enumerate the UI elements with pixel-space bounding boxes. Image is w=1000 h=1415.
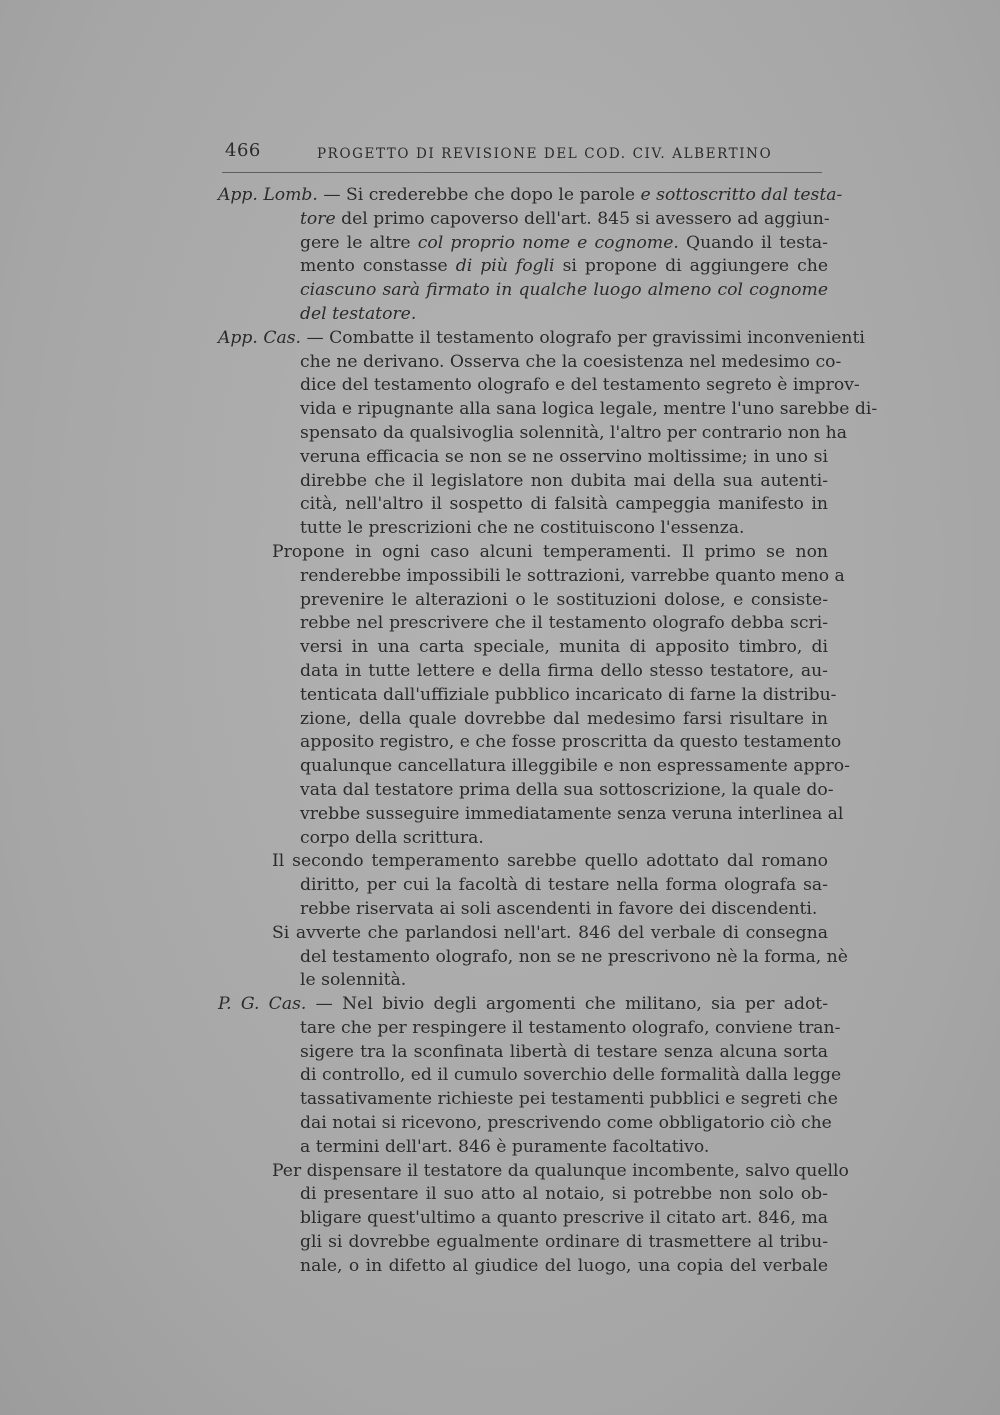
text-line: gli si dovrebbe egualmente ordinare di trasmettere al tribu- [300, 1232, 828, 1253]
paragraph-avvertenza [218, 922, 848, 993]
text-line: mento constasse di più fogli si propone di aggiungere che [300, 256, 829, 277]
text-line: tore del primo capoverso dell'art. 845 si avessero ad aggiun- [300, 208, 830, 229]
text-line: renderebbe impossibili le sottrazioni, varrebbe quanto meno a [300, 565, 845, 586]
paragraph-temperamenti [218, 541, 850, 850]
text-line: App. Lomb. — Si crederebbe che dopo le parole e sottoscritto dal testa- [218, 185, 843, 205]
running-title: PROGETTO DI REVISIONE DEL COD. CIV. ALBERTINO [317, 146, 773, 162]
text-line: prevenire le alterazioni o le sostituzioni dolose, e consiste- [300, 589, 828, 610]
text-line: veruna efficacia se non se ne osservino moltissime; in uno si [300, 446, 828, 467]
entry-source-tag: App. Lomb. [218, 185, 318, 205]
text-line: di presentare il suo atto al notaio, si potrebbe non solo ob- [300, 1184, 828, 1205]
text-line: diritto, per cui la facoltà di testare nella forma olografa sa- [300, 875, 828, 896]
text-line: dice del testamento olografo e del testamento segreto è improv- [300, 375, 860, 396]
entry-app-lomb [218, 184, 843, 327]
text-line: spensato da qualsivoglia solennità, l'altro per contrario non ha [300, 422, 847, 443]
text-line: tutte le prescrizioni che ne costituiscono l'essenza. [300, 518, 745, 539]
text-line: data in tutte lettere e della firma dello stesso testatore, au- [300, 660, 828, 681]
text-line: P. G. Cas. — Nel bivio degli argomenti che militano, sia per adot- [218, 994, 829, 1015]
text-line: direbbe che il legislatore non dubita mai della sua autenti- [300, 470, 828, 491]
header-rule [222, 172, 822, 173]
text-line: versi in una carta speciale, munita di apposito timbro, di [300, 637, 828, 658]
text-line: bligare quest'ultimo a quanto prescrive il citato art. 846, ma [300, 1208, 828, 1229]
page-header [222, 138, 822, 178]
text-line: Propone in ogni caso alcuni temperamenti. Il primo se non [272, 541, 828, 562]
entry-source-tag: App. Cas. [218, 327, 302, 348]
text-line: Il secondo temperamento sarebbe quello adottato dal romano [272, 851, 828, 872]
entry-source-tag: P. G. Cas. [218, 994, 307, 1015]
text-line: a termini dell'art. 846 è puramente facoltativo. [300, 1136, 710, 1157]
text-line: corpo della scrittura. [300, 827, 484, 848]
text-line: cità, nell'altro il sospetto di falsità campeggia manifesto in [300, 494, 828, 515]
text-line: App. Cas. — Combatte il testamento olografo per gravissimi inconvenienti [218, 327, 865, 348]
entry-app-cas [218, 327, 878, 541]
text-line: Per dispensare il testatore da qualunque incombente, salvo quello [272, 1160, 849, 1181]
body-text [218, 184, 878, 1279]
text-line: vrebbe susseguire immediatamente senza veruna interlinea al [300, 803, 844, 824]
text-line: zione, della quale dovrebbe dal medesimo farsi risultare in [300, 708, 828, 729]
text-line: vida e ripugnante alla sana logica legale, mentre l'uno sarebbe di- [300, 399, 878, 420]
text-line: sigere tra la sconfinata libertà di testare senza alcuna sorta [300, 1041, 828, 1062]
text-line: tare che per respingere il testamento olografo, conviene tran- [300, 1017, 841, 1038]
text-line: vata dal testatore prima della sua sottoscrizione, la quale do- [300, 779, 834, 800]
page-number: 466 [225, 140, 261, 161]
text-line: le solennità. [300, 970, 407, 991]
text-line: tassativamente richieste pei testamenti pubblici e segreti che [300, 1089, 838, 1110]
text-line: che ne derivano. Osserva che la coesistenza nel medesimo co- [300, 351, 842, 372]
text-line: di controllo, ed il cumulo soverchio delle formalità dalla legge [300, 1065, 842, 1086]
text-line: dai notai si ricevono, prescrivendo come obbligatorio ciò che [300, 1113, 832, 1134]
text-line: tenticata dall'uffiziale pubblico incaricato di farne la distribu- [300, 684, 837, 705]
text-line: nale, o in difetto al giudice del luogo, una copia del verbale [300, 1255, 828, 1276]
text-line: gere le altre col proprio nome e cognome. Quando il testa- [300, 232, 828, 253]
paragraph-secondo-temperamento [218, 850, 828, 921]
text-line: del testatore. [300, 303, 417, 324]
text-line: qualunque cancellatura illeggibile e non espressamente appro- [300, 756, 850, 777]
text-line: rebbe riservata ai soli ascendenti in favore dei discendenti. [300, 898, 818, 919]
paragraph-dispensare [218, 1160, 849, 1279]
text-line: Si avverte che parlandosi nell'art. 846 del verbale di consegna [272, 922, 828, 943]
text-line: rebbe nel prescrivere che il testamento olografo debba scri- [300, 613, 828, 634]
text-line: ciascuno sarà firmato in qualche luogo almeno col cognome [300, 280, 828, 301]
text-line: del testamento olografo, non se ne prescrivono nè la forma, nè [300, 946, 848, 967]
text-line: apposito registro, e che fosse proscritta da questo testamento [300, 732, 842, 753]
entry-p-g-cas [218, 993, 842, 1160]
